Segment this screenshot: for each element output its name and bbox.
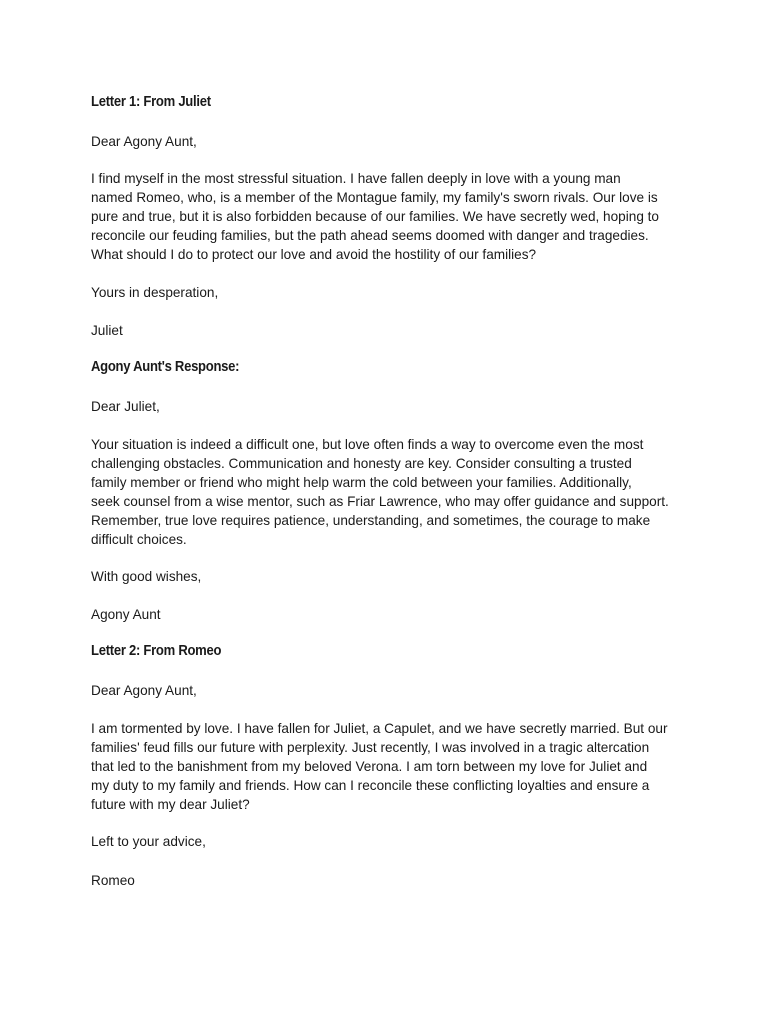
- response-body: [91, 435, 681, 549]
- letter-2-heading: Letter 2: From Romeo: [91, 643, 222, 659]
- letter-2-body-line: future with my dear Juliet?: [91, 797, 250, 812]
- response-greeting: Dear Juliet,: [91, 399, 160, 414]
- response-signature: Agony Aunt: [91, 607, 161, 622]
- letter-2-body-line: that led to the banishment from my beloved Verona. I am torn between my love for Juliet and: [91, 759, 648, 774]
- letter-1-body-line: pure and true, but it is also forbidden because of our families. We have secretly wed, hoping to: [91, 209, 659, 224]
- letter-1-body-line: What should I do to protect our love and avoid the hostility of our families?: [91, 247, 537, 262]
- letter-2-signature: Romeo: [91, 873, 135, 888]
- response-body-line: Remember, true love requires patience, understanding, and sometimes, the courage to make: [91, 513, 651, 528]
- letter-2-greeting: Dear Agony Aunt,: [91, 683, 197, 698]
- response-body-line: difficult choices.: [91, 532, 187, 547]
- letter-1-closing: Yours in desperation,: [91, 285, 219, 300]
- letter-1-heading: Letter 1: From Juliet: [91, 94, 211, 110]
- response-closing: With good wishes,: [91, 569, 202, 584]
- response-body-line: Your situation is indeed a difficult one, but love often finds a way to overcome even the most: [91, 437, 644, 452]
- response-body-line: challenging obstacles. Communication and honesty are key. Consider consulting a trusted: [91, 456, 632, 471]
- letter-2-closing: Left to your advice,: [91, 834, 206, 849]
- letter-1-body-line: named Romeo, who, is a member of the Montague family, my family's sworn rivals. Our love is: [91, 190, 658, 205]
- response-body-line: family member or friend who might help warm the cold between your families. Additionally,: [91, 475, 632, 490]
- letter-2-body-line: my duty to my family and friends. How can I reconcile these conflicting loyalties and ensure a: [91, 778, 650, 793]
- letter-1-body-line: I find myself in the most stressful situation. I have fallen deeply in love with a young man: [91, 171, 621, 186]
- letter-1-greeting: Dear Agony Aunt,: [91, 134, 197, 149]
- response-heading: Agony Aunt's Response:: [91, 359, 240, 375]
- letter-2-body-line: I am tormented by love. I have fallen for Juliet, a Capulet, and we have secretly married. But our: [91, 721, 668, 736]
- letter-1-body: [91, 169, 681, 264]
- response-body-line: seek counsel from a wise mentor, such as Friar Lawrence, who may offer guidance and support.: [91, 494, 669, 509]
- letter-1-body-line: reconcile our feuding families, but the path ahead seems doomed with danger and tragedies.: [91, 228, 649, 243]
- letter-2-body-line: families' feud fills our future with perplexity. Just recently, I was involved in a tragic altercation: [91, 740, 650, 755]
- letter-1-signature: Juliet: [91, 323, 123, 338]
- letter-2-body: [91, 719, 681, 814]
